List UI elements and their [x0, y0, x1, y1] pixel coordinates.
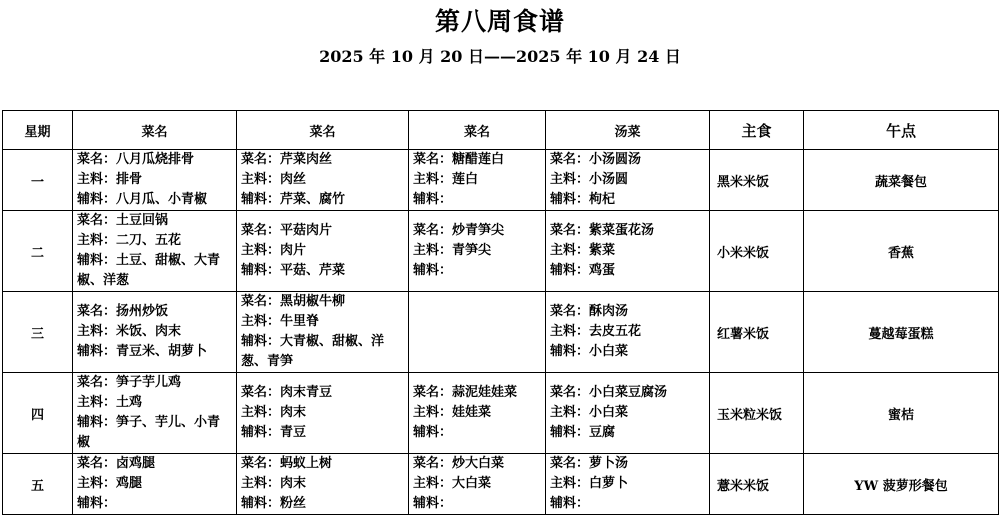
table-row: [3, 150, 999, 211]
header-weekday: 星期: [3, 111, 73, 150]
side-ingredient: 辅料：: [413, 425, 453, 440]
weekday-cell: 四: [3, 373, 73, 454]
dish-1-cell: [73, 211, 237, 292]
side-ingredient: 辅料：土豆、甜椒、大青椒、洋葱: [77, 253, 221, 288]
side-ingredient: 辅料：芹菜、腐竹: [241, 192, 346, 207]
weekday-cell: 一: [3, 150, 73, 211]
side-ingredient: 辅料：: [413, 192, 453, 207]
dish-name: 菜名：扬州炒饭: [77, 304, 169, 319]
dish-2-cell: [237, 373, 409, 454]
main-ingredient: 主料：排骨: [77, 172, 143, 187]
main-ingredient: 主料：小白菜: [550, 405, 629, 420]
dish-name: 菜名：糖醋莲白: [413, 152, 505, 167]
header-dish-1: 菜名: [73, 111, 237, 150]
main-ingredient: 主料：去皮五花: [550, 324, 642, 339]
weekday-cell: 五: [3, 454, 73, 515]
dish-3-cell: [409, 292, 546, 373]
dish-name: 菜名：小白菜豆腐汤: [550, 385, 668, 400]
main-ingredient: 主料：小汤圆: [550, 172, 629, 187]
soup-cell: [546, 211, 710, 292]
side-ingredient: 辅料：小白菜: [550, 344, 629, 359]
page-title: 第八周食谱: [434, 7, 565, 36]
dish-1-cell: [73, 454, 237, 515]
side-ingredient: 辅料：青豆: [241, 425, 307, 440]
staple-cell: 薏米米饭: [710, 454, 804, 515]
side-ingredient: 辅料：平菇、芹菜: [241, 263, 346, 278]
staple-cell: 玉米粒米饭: [710, 373, 804, 454]
staple-cell: 小米米饭: [710, 211, 804, 292]
side-ingredient: 辅料：: [413, 263, 453, 278]
dish-name: 菜名：笋子芋儿鸡: [77, 375, 182, 390]
main-ingredient: 主料：牛里脊: [241, 314, 320, 329]
side-ingredient: 辅料：: [550, 496, 590, 511]
side-ingredient: 辅料：: [413, 496, 453, 511]
side-ingredient: 辅料：: [77, 496, 117, 511]
dish-3-cell: [409, 150, 546, 211]
side-ingredient: 辅料：笋子、芋儿、小青椒: [77, 415, 221, 450]
dish-name: 菜名：炒青笋尖: [413, 223, 505, 238]
snack-cell: 蔬菜餐包: [804, 150, 999, 211]
dish-1-cell: [73, 373, 237, 454]
dish-name: 菜名：蒜泥娃娃菜: [413, 385, 518, 400]
dish-3-cell: [409, 454, 546, 515]
soup-cell: [546, 373, 710, 454]
side-ingredient: 辅料：枸杞: [550, 192, 616, 207]
dish-name: 菜名：酥肉汤: [550, 304, 629, 319]
dish-name: 菜名：小汤圆汤: [550, 152, 642, 167]
dish-2-cell: [237, 292, 409, 373]
side-ingredient: 辅料：青豆米、胡萝卜: [77, 344, 208, 359]
weekday-cell: 三: [3, 292, 73, 373]
main-ingredient: 主料：娃娃菜: [413, 405, 492, 420]
dish-1-cell: [73, 150, 237, 211]
main-ingredient: 主料：大白菜: [413, 476, 492, 491]
date-range: 2025 年 10 月 20 日——2025 年 10 月 24 日: [319, 47, 681, 66]
dish-2-cell: [237, 150, 409, 211]
dish-3-cell: [409, 211, 546, 292]
table-row: [3, 292, 999, 373]
main-ingredient: 主料：土鸡: [77, 395, 143, 410]
table-row: [3, 373, 999, 454]
side-ingredient: 辅料：大青椒、甜椒、洋葱、青笋: [241, 334, 385, 369]
table-header-row: [3, 111, 999, 150]
dish-1-cell: [73, 292, 237, 373]
main-ingredient: 主料：肉片: [241, 243, 307, 258]
dish-2-cell: [237, 211, 409, 292]
main-ingredient: 主料：肉末: [241, 405, 307, 420]
header-dish-2: 菜名: [237, 111, 409, 150]
main-ingredient: 主料：二刀、五花: [77, 233, 182, 248]
snack-cell: 香蕉: [804, 211, 999, 292]
dish-name: 菜名：紫菜蛋花汤: [550, 223, 655, 238]
snack-cell: 蔓越莓蛋糕: [804, 292, 999, 373]
staple-cell: 红薯米饭: [710, 292, 804, 373]
dish-name: 菜名：肉末青豆: [241, 385, 333, 400]
header-soup: 汤菜: [546, 111, 710, 150]
dish-2-cell: [237, 454, 409, 515]
main-ingredient: 主料：肉末: [241, 476, 307, 491]
main-ingredient: 主料：肉丝: [241, 172, 307, 187]
soup-cell: [546, 292, 710, 373]
snack-cell: 蜜桔: [804, 373, 999, 454]
main-ingredient: 主料：青笋尖: [413, 243, 492, 258]
main-ingredient: 主料：米饭、肉末: [77, 324, 182, 339]
side-ingredient: 辅料：鸡蛋: [550, 263, 616, 278]
main-ingredient: 主料：白萝卜: [550, 476, 629, 491]
dish-name: 菜名：平菇肉片: [241, 223, 333, 238]
soup-cell: [546, 150, 710, 211]
header-dish-3: 菜名: [409, 111, 546, 150]
main-ingredient: 主料：紫菜: [550, 243, 616, 258]
soup-cell: [546, 454, 710, 515]
side-ingredient: 辅料：粉丝: [241, 496, 307, 511]
side-ingredient: 辅料：豆腐: [550, 425, 616, 440]
menu-table: [2, 110, 999, 515]
dish-name: 菜名：萝卜汤: [550, 456, 629, 471]
header-staple: 主食: [710, 111, 804, 150]
dish-3-cell: [409, 373, 546, 454]
side-ingredient: 辅料：八月瓜、小青椒: [77, 192, 208, 207]
dish-name: 菜名：八月瓜烧排骨: [77, 152, 195, 167]
dish-name: 菜名：黑胡椒牛柳: [241, 294, 346, 309]
weekday-cell: 二: [3, 211, 73, 292]
dish-name: 菜名：炒大白菜: [413, 456, 505, 471]
table-row: [3, 454, 999, 515]
dish-name: 菜名：土豆回锅: [77, 213, 169, 228]
main-ingredient: 主料：莲白: [413, 172, 479, 187]
header-snack: 午点: [804, 111, 999, 150]
snack-cell: YW 菠萝形餐包: [804, 454, 999, 515]
dish-name: 菜名：卤鸡腿: [77, 456, 156, 471]
table-row: [3, 211, 999, 292]
main-ingredient: 主料：鸡腿: [77, 476, 143, 491]
staple-cell: 黑米米饭: [710, 150, 804, 211]
dish-name: 菜名：蚂蚁上树: [241, 456, 333, 471]
dish-name: 菜名：芹菜肉丝: [241, 152, 333, 167]
